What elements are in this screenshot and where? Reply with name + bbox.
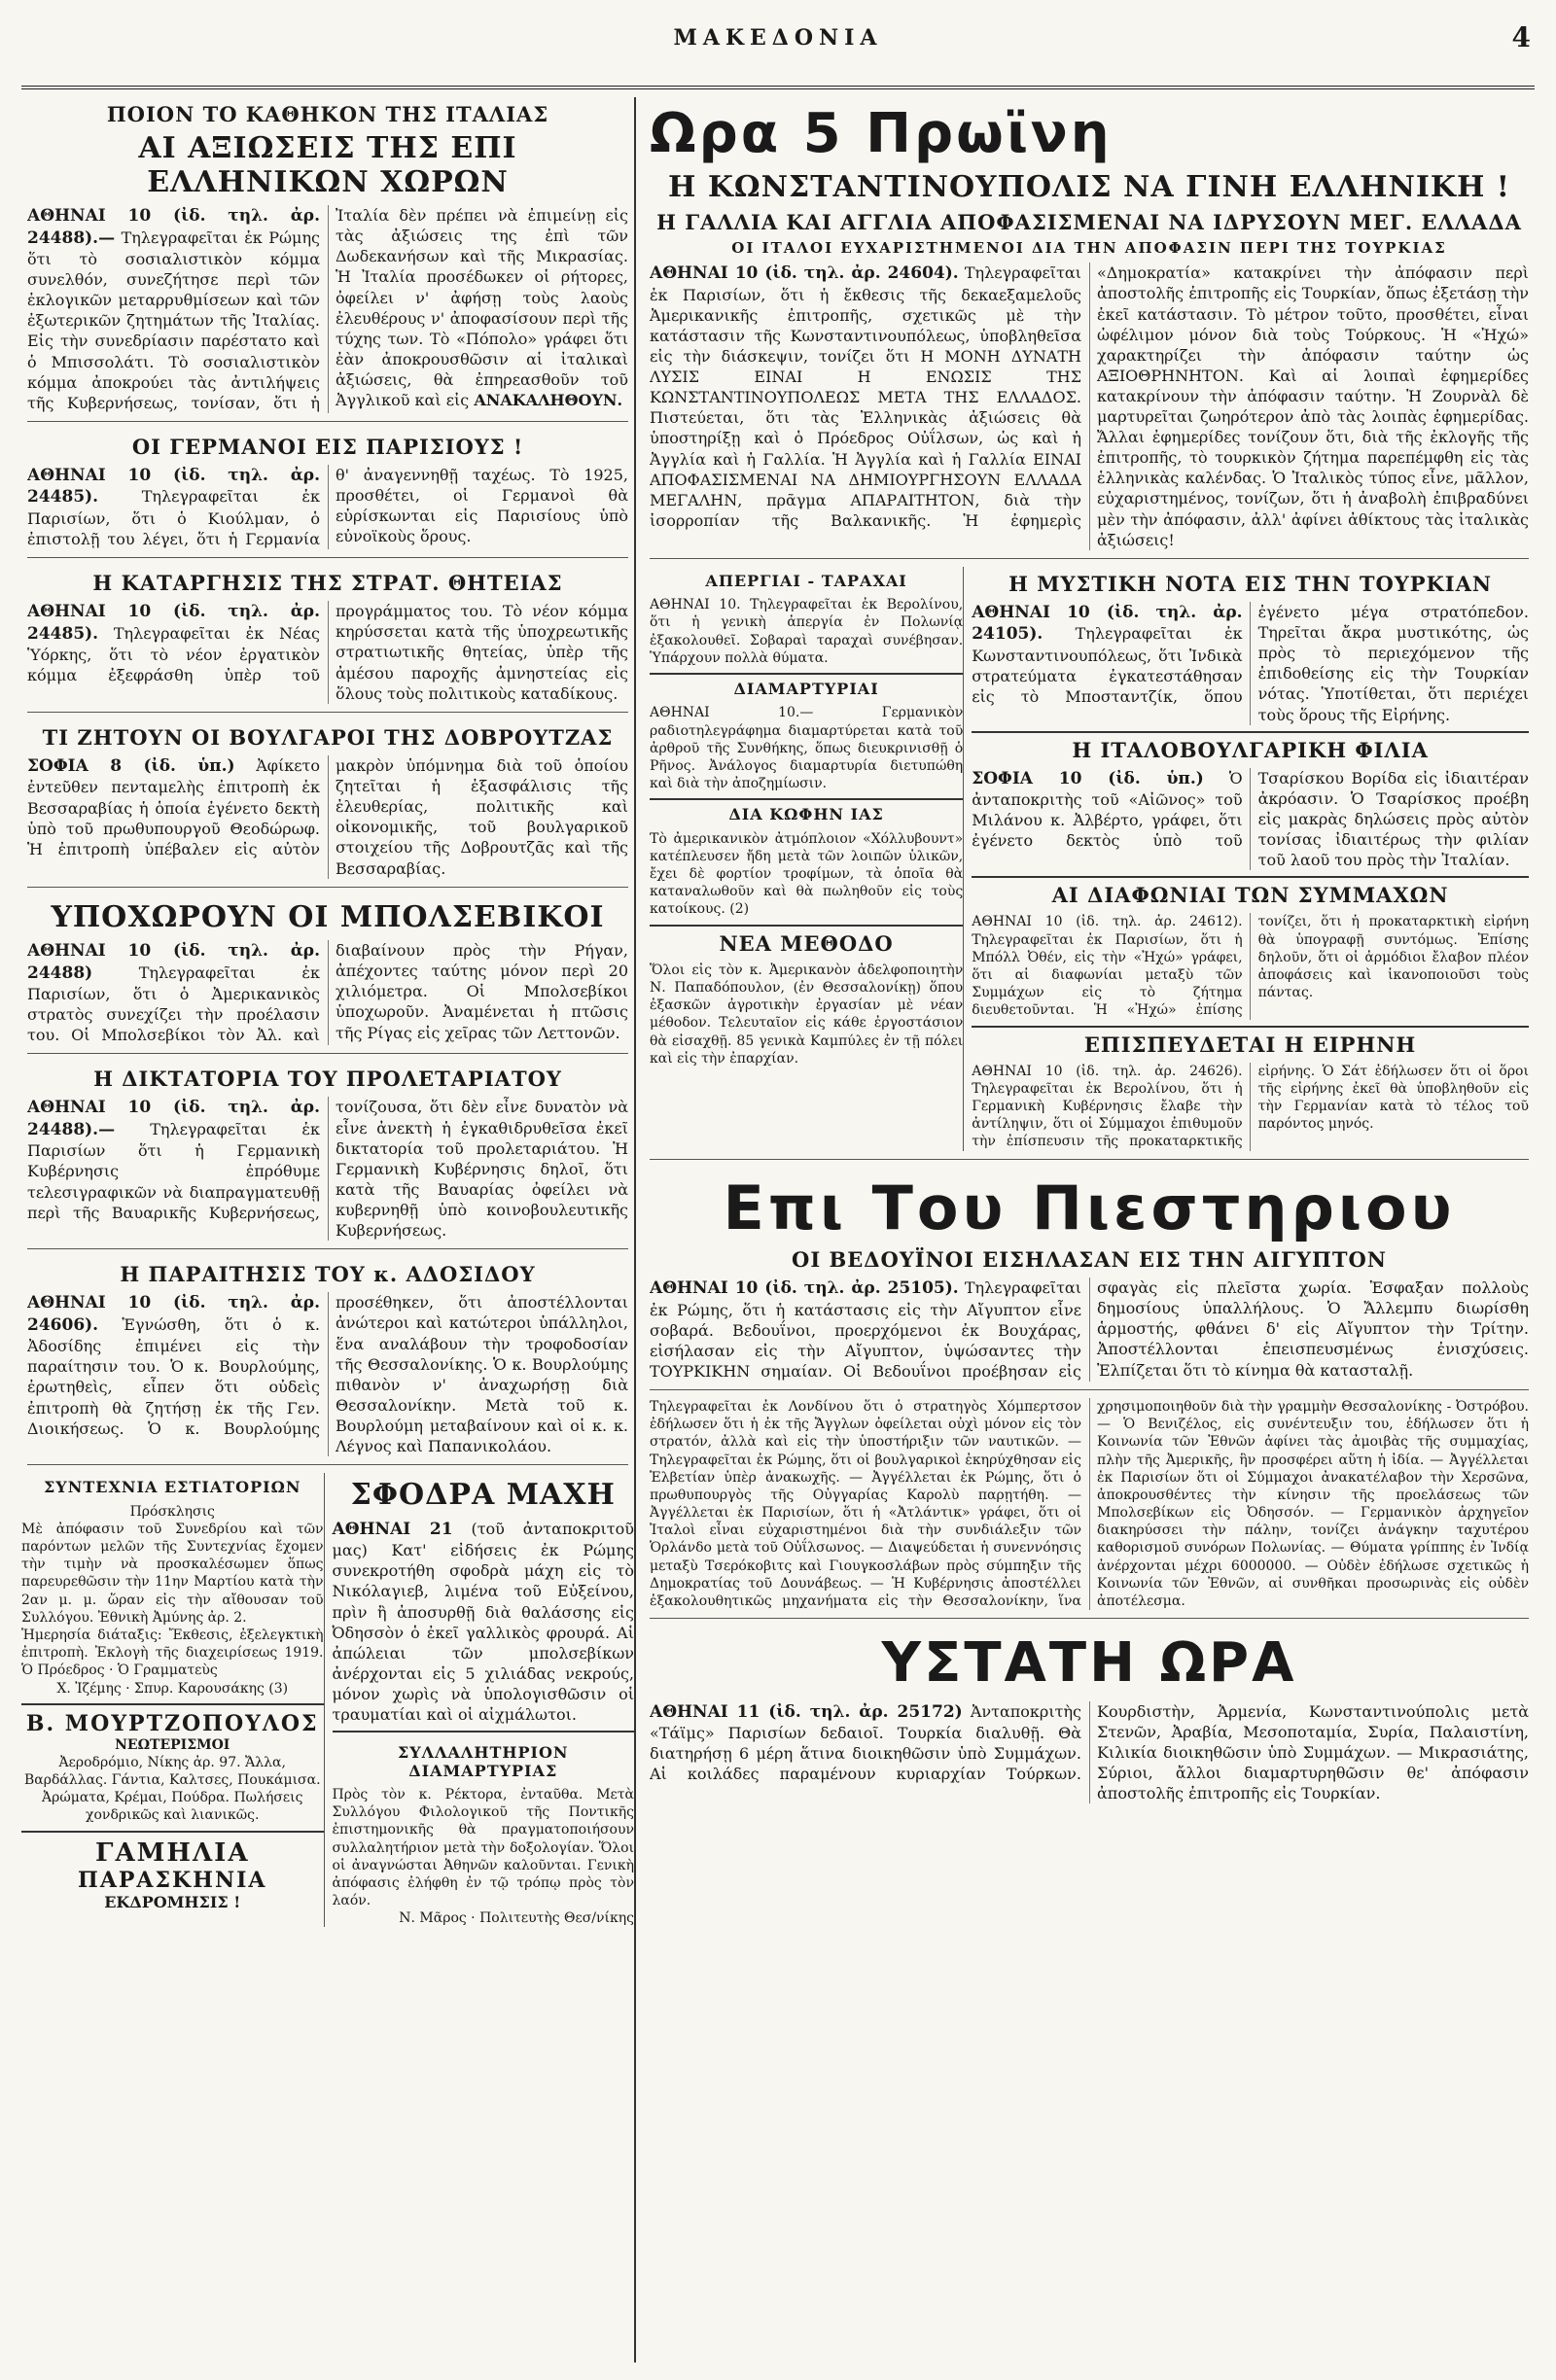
article-text: Τηλεγραφεῖται ἐκ Ρώμης, ὅτι ἡ κατάστασις εἰς τὴν Αἴγυπτον εἶνε σοβαρά. Βεδουΐνοι, προερχόμενοι ἐκ Βουχάρας, εἰσήλασαν εἰς τὴν Αἴγυπτον, ὑψώσαντες τὴν ΤΟΥΡΚΙΚΗΝ σημαίαν. Οἱ Βεδουΐνοι προέβησαν εἰς σφαγὰς εἰς πλεῖστα χωρία. Ἐσφαξαν πολλοὺς δημοσίους ὑπαλλήλους. Ὁ Ἄλλεμπυ διωρίσθη ἁρμοστής, φθάνει δ' εἰς Αἴγυπτον τὴν Τρίτην. Ἀποστέλλονται ἐπεισπευσμένως ἐνισχύσεις. Ἐλπίζεται ὅτι τὸ κίνημα θὰ κατασταλῇ. <box>650 1278 1529 1381</box>
article-headline: ΕΠΙΣΠΕΥΔΕΤΑΙ Η ΕΙΡΗΝΗ <box>972 1026 1529 1057</box>
notice-subhead: Πρόσκλησις <box>129 1503 215 1520</box>
article-text: Ἐγνώσθη, ὅτι ὁ κ. Ἀδοσίδης ἐπιμένει εἰς τὴν παραίτησιν του. Ὁ κ. Βουρλούμης, ἐρωτηθεὶς, εἶπεν ὅτι οὐδεὶς ἐπιτροπὴ θὰ ζητήσῃ ἐκ τῆς Γεν. Διοικήσεως. Ὁ κ. Βουρλούμης προσέθηκεν, ὅτι ἀποστέλλονται ἀνώτεροι καὶ κατώτεροι ὑπάλληλοι, ἕνα αναλάβουν τὴν τροφοδοσίαν τῆς Θεσσαλονίκης. Ὁ κ. Βουρλούμης πιθανὸν ν' ἀναχωρήσῃ διὰ Θεσσαλονίκην. Μετὰ τοῦ κ. Βουρλούμη μεταβαίνουν καὶ οἱ κ. κ. Λέγνος καὶ Παπανικολάου. <box>27 1293 628 1456</box>
notice-text: Πρὸς τὸν κ. Ρέκτορα, ἐνταῦθα. Μετὰ Συλλόγου Φιλολογικοῦ τῆς Ποντικῆς ἐπιστημονικῆς θὰ πραγματοποιήσουν συλλαλητήριον μετὰ τὴν δοξολογίαν. Ὅλοι οἱ ἀναγνώσται Ἀθηνῶν καλοῦνται. Γενικὴ ἀπόφασις ἐλήφθη ἐν τῷ τρόπῳ πρὸς τὸν λαόν. <box>332 1786 634 1909</box>
ad-shop-text: Ἀεροδρόμιο, Νίκης ἀρ. 97. Ἄλλα, Βαρδάλλας. Γάντια, Καλτσες, Πουκάμισα. Ἀρώματα, Κρέμαι, Πούδρα. Πωλήσεις χονδρικῶς καὶ λιανικῶς. <box>23 1754 321 1824</box>
article-dateline: ΑΘΗΝΑΙ 10 (ἰδ. τηλ. ἀρ. 24485). <box>27 602 320 644</box>
notice-headline: ΣΥΛΛΑΛΗΤΗΡΙΟΝ ΔΙΑΜΑΡΤΥΡΙΑΣ <box>397 1743 569 1780</box>
article-text: Ἀνταποκριτὴς «Τάϊμς» Παρισίων δεδαιοῖ. Τουρκία διαλυθῇ. Θὰ διατηρήσῃ 6 μέρη ἅτινα διοικηθῶσιν ὑπὸ Συμμάχων. Αἱ κοιλάδες παραμένουν κυριαρχίαν Τούρκων. Κουρδιστὴν, Ἀρμενία, Κωνσταντινούπολις μετὰ Στενῶν, Ἀραβία, Μεσοποταμία, Συρία, Παλαιστίνη, Κιλικία διοικηθῶσιν ὑπὸ Συμμάχων. — Μικρασιάτης, Σύριοι, ἄλλοι διαμαρτυρηθῶσιν θε' ἀπόφασιν ἀποστολῆς ἐπιτροπῆς εἰς Τουρκίαν. <box>650 1701 1529 1803</box>
article-last-hour <box>650 1627 1529 1811</box>
article-text: ΑΘΗΝΑΙ 10.— Γερμανικὸν ραδιοτηλεγράφημα διαμαρτύρεται κατὰ τοῦ ἀρθροῦ τῆς Συνθήκης, ὅπως διευκρινισθῇ ὁ Ρῆνος. Ἀνάλογος διαμαρτυρία διετυπώθη καὶ διὰ τὴν ἀποζημίωσιν. <box>650 705 964 792</box>
article-dobruja <box>27 720 628 888</box>
article-headline: Η ΓΑΛΛΙΑ ΚΑΙ ΑΓΓΛΙΑ ΑΠΟΦΑΣΙΣΜΕΝΑΙ ΝΑ ΙΔΡΥΣΟΥΝ ΜΕΓ. ΕΛΛΑΔΑ <box>656 209 1522 234</box>
article-headline: ΥΠΟΧΩΡΟΥΝ ΟΙ ΜΠΟΛΣΕΒΙΚΟΙ <box>51 899 605 934</box>
briefs-text: Τηλεγραφεῖται ἐκ Λονδίνου ὅτι ὁ στρατηγὸς Χόμπερτσον ἐδήλωσεν ὅτι ἡ ἐκ τῆς Ἄγγλων ὀφείλεται οὐχὶ μόνον εἰς τὸν στρατόν, ἀλλὰ καὶ εἰς τὴν ὑποστήριξιν τῶν ναυτικῶν. — Τηλεγραφεῖται ἐκ Ρώμης, ὅτι οἱ βουλγαρικοὶ ἐκηρύχθησαν εἰς Ἑλβετίαν ὑπὲρ ἀνακωχῆς. — Ἀγγέλλεται ἐκ Ρώμης, ὅτι ὁ πρωθυπουργὸς τῆς Οὐγγαρίας Καρολὺ παρῃτήθη. — Ἀγγέλλεται ἐκ Παρισίων, ὅτι ἡ «Ἀτλάντικ» γράφει, ὅτι οἱ Ἰταλοὶ εἶναι εὐχαριστημένοι διὰ τὴν συνδιάλεξιν τῶν Ὁρλάνδο μετὰ τοῦ Οὐΐλσωνος. — Διαψεύδεται ἡ συνεννόησις μεταξὺ Τσερόκοβιτς καὶ Γιουγκοσλάβων πρὸς σύμπηξιν τῆς Δημοκρατίας τοῦ Δουνάβεως. — Ἡ Κυβέρνησις ἀποστέλλει ἐξακολουθητικῶς μηχανήματα εἰς τὴν Θεσσαλονίκην, ἵνα χρησιμοποιηθοῦν διὰ τὴν γραμμὴν Θεσσαλονίκης - Ὀστρόβου. — Ὁ Βενιζέλος, εἰς συνέντευξιν του, ἐδήλωσεν ὅτι ἡ Κοινωνία τῶν Ἐθνῶν ἀφίνει τὰς ἀμοιβὰς τῆς συμμαχίας, πλὴν τῆς Ἀμερικῆς, ἣν προσφέρει αὕτη ἡ ἰδία. — Ἀγγέλλεται ἐκ Παρισίων ὅτι οἱ Σύμμαχοι ἀνακατέλαβον τὴν Χερσῶνα, ἀποκρουσθέντες τὴν κίνησιν τῆς προελάσεως τῶν Μπολσεβίκων εἰς Ὀδησσόν. — Γερμανικὸν ἀρχηγεῖον διακηρύσσει τὴν πάλην, τονίζει ἀνάγκην ταχυτέρου καθορισμοῦ συνόρων Πολωνίας. — Θύματα γρίππης ἐν Ἰνδίᾳ ἀνέρχονται μέχρι 6000000. — Οὐδὲν ἐδήλωσε σχετικῶς ἡ Κοινωνία τῶν Ἐθνῶν, αἱ συνθῆκαι προσωρινὰς εἰς οὐδὲν ἀποτέλεσμα. <box>650 1398 1529 1610</box>
middle-news-blocks <box>650 567 1529 1160</box>
article-text: ΑΘΗΝΑΙ 10 (ἰδ. τηλ. ἀρ. 24612). Τηλεγραφεῖται ἐκ Παρισίων, ὅτι ἡ Μπόλλ Ὀθέν, εἰς τὴν «Ἠχώ» γράφει, ὅτι αἱ διαφωνίαι μεταξὺ τῶν Συμμάχων εἰς τὸ ζήτημα διευθετοῦνται. Ἡ «Ἠχώ» ἐπίσης τονίζει, ὅτι ἡ προκαταρκτικὴ εἰρήνη θὰ ὑπογραφῇ συντόμως. Ἐπίσης δηλοῦν, ὅτι οἱ ἀρμόδιοι ἔλαβον πλέον ἀποφάσεις καὶ ἱκανοποιοῦσι τοὺς πάντας. <box>972 914 1529 1019</box>
article-body <box>972 602 1529 725</box>
article-headline: ΣΦΟΔΡΑ ΜΑΧΗ <box>350 1478 616 1513</box>
article-body <box>27 1292 628 1456</box>
article-resignation <box>27 1257 628 1465</box>
article-dictatorship <box>27 1062 628 1249</box>
bottom-left-blocks <box>21 1473 634 1927</box>
article-headline: Η ΔΙΚΤΑΤΟΡΙΑ ΤΟΥ ΠΡΟΛΕΤΑΡΙΑΤΟΥ <box>93 1067 562 1092</box>
section-banner: ΥΣΤΑΤΗ ΩΡΑ <box>881 1631 1297 1696</box>
left-column <box>21 97 636 2362</box>
article-dateline: ΣΟΦΙΑ 8 (ἰδ. ὑπ.) <box>27 755 235 776</box>
article-body <box>650 262 1529 550</box>
article-dateline: ΑΘΗΝΑΙ 21 <box>332 1519 453 1539</box>
article-dateline: ΑΘΗΝΑΙ 10 (ἰδ. τηλ. ἀρ. 24488).— <box>27 206 320 248</box>
notice-signature: Ν. Μᾶρος · Πολιτευτὴς Θεσ/νίκης <box>399 1910 634 1927</box>
diplomacy-column <box>963 567 1529 1151</box>
article-dateline: ΑΘΗΝΑΙ 10 (ἰδ. τηλ. ἀρ. 24488).— <box>27 1098 320 1139</box>
article-text: Τηλεγραφεῖται ἐκ Νέας Ὑόρκης, ὅτι τὸ νέον ἐργατικὸν κόμμα ἐξεφράσθη ὑπὲρ τοῦ προγράμματος του. Τὸ νέον κόμμα κηρύσσεται κατὰ τῆς ὑποχρεωτικῆς στρατιωτικῆς θητείας, ὑπὲρ τῆς ἀμέσου παροχῆς ἀμνηστείας εἰς ὅλους τοὺς πολιτικοὺς καταδίκους. <box>27 602 628 703</box>
newspaper-page <box>21 18 1535 2362</box>
article-body <box>27 465 628 549</box>
article-headline: Η ΜΥΣΤΙΚΗ ΝΟΤΑ ΕΙΣ ΤΗΝ ΤΟΥΡΚΙΑΝ <box>1008 571 1493 596</box>
newspaper-name: ΜΑΚΕΔΟΝΙΑ <box>673 25 883 51</box>
article-dateline: ΑΘΗΝΑΙ 10 (ἰδ. τηλ. ἀρ. 24606). <box>27 1293 320 1335</box>
article-text: (τοῦ ἀνταποκριτοῦ μας) Κατ' εἰδήσεις ἐκ Ρώμης συνεκροτήθη σφοδρὰ μάχη εἰς τὸ Νικόλαγιεβ, λιμένα τοῦ Εὐξείνου, πρὶν ἢ ἀποσυρθῇ διὰ θαλάσσης εἰς Ὀδησσὸν ὁ ἐκεῖ γαλλικὸς φρουρά. Αἱ ἀπώλειαι τῶν μπολσεβίκων ἀνέρχονται εἰς 5 χιλιάδας νεκρούς, μόνον χωρὶς νὰ ὑπολογισθῶσιν οἱ τραυματίαι καὶ οἱ αἰχμάλωτοι. <box>332 1519 634 1725</box>
ad-shop-name: Β. ΜΟΥΡΤΖΟΠΟΥΛΟΣ <box>25 1710 319 1736</box>
article-headline: Η ΙΤΑΛΟΒΟΥΛΓΑΡΙΚΗ ΦΙΛΙΑ <box>972 731 1529 762</box>
ads-column <box>21 1473 324 1927</box>
article-headline: ΠΟΙΟΝ ΤΟ ΚΑΘΗΚΟΝ ΤΗΣ ΙΤΑΛΙΑΣ <box>106 102 549 126</box>
article-military-service <box>27 566 628 713</box>
article-headline: ΤΙ ΖΗΤΟΥΝ ΟΙ ΒΟΥΛΓΑΡΟΙ ΤΗΣ ΔΟΒΡΟΥΤΖΑΣ <box>42 724 614 750</box>
article-subheadline: ΟΙ ΙΤΑΛΟΙ ΕΥΧΑΡΙΣΤΗΜΕΝΟΙ ΔΙΑ ΤΗΝ ΑΠΟΦΑΣΙΝ ΠΕΡΙ ΤΗΣ ΤΟΥΡΚΙΑΣ <box>731 239 1447 258</box>
article-italy <box>27 97 628 422</box>
short-news-column <box>650 567 963 1151</box>
article-headline: ΔΙΑ ΚΩΦΗΝ ΙΑΣ <box>650 798 963 823</box>
article-headline: Η ΠΑΡΑΙΤΗΣΙΣ ΤΟΥ κ. ΑΔΟΣΙΔΟΥ <box>120 1262 536 1287</box>
section-banner: Ωρα 5 Πρωϊνη <box>650 102 1113 165</box>
article-text: Τηλεγραφεῖται ἐκ Παρισίων, ὅτι ὁ Κιούλμαν, ὁ ἐπιστολῇ του λέγει, ὅτι ἡ Γερμανία θ' ἀναγεννηθῇ ταχέως. Τὸ 1925, προσθέτει, οἱ Γερμανοὶ θὰ εὑρίσκωνται εἰς Παρισίους ὑπὸ εὐνοϊκοὺς ὅρους. <box>27 466 628 549</box>
article-text: Τηλεγραφεῖται ἐκ Παρισίων ὅτι ἡ Γερμανικὴ Κυβέρνησις ἐπρόθυμε τελεσιγραφικῶν νὰ διαπραγματευθῇ περὶ τῆς Βαυαρικῆς Κυβερνήσεως, τονίζουσα, ὅτι δὲν εἶνε δυνατὸν νὰ εἶνε ἀνεκτὴ ἡ ἐγκαθιδρυθεῖσα ἐκεῖ δικτατορία τοῦ προλεταριάτου. Ἡ Γερμανικὴ Κυβέρνησις δηλοῖ, ὅτι κατὰ τῆς Βαυαρίας ὀφείλει νὰ κυβερνηθῇ ὑπὸ κοινοβουλευτικῆς Κυβερνήσεως. <box>27 1098 628 1241</box>
ad-wedding-title: ΓΑΜΗΛΙΑ <box>95 1838 250 1868</box>
right-column <box>644 97 1535 2362</box>
article-text: ΑΘΗΝΑΙ 10 (ἰδ. τηλ. ἀρ. 24626). Τηλεγραφεῖται ἐκ Βερολίνου, ὅτι ἡ Γερμανικὴ Κυβέρνησις ἔλαβε τὴν ἀντίληψιν, ὅτι οἱ Σύμμαχοι ἐπιθυμοῦν τὴν ἐπίσπευσιν τῆς προκαταρκτικῆς εἰρήνης. Ὁ Σάτ ἐδήλωσεν ὅτι οἱ ὅροι τῆς εἰρήνης ἐκεῖ θὰ ὑποβληθοῦν εἰς τὴν Γερμανίαν κατὰ τὸ τέλος τοῦ παρόντος μηνός. <box>972 1063 1529 1150</box>
article-body <box>27 755 628 879</box>
article-text: Ὁ ἀνταποκριτὴς τοῦ «Αἰῶνος» τοῦ Μιλάνου κ. Ἀλβέρτο, γράφει, ὅτι ἐγένετο δεκτὸς ὑπὸ τοῦ Τσαρίσκου Βορίδα εἰς ἰδιαιτέραν ἀκρόασιν. Ὁ Τσαρίσκος προέβη εἰς μακρὰς δηλώσεις πρὸς αὐτὸν τονίσας ἰδιαιτέρως τὴν φιλίαν τοῦ λαοῦ του πρὸς τὴν Ἰταλίαν. <box>972 768 1529 870</box>
article-text: Τηλεγραφεῖται ἐκ Παρισίων, ὅτι ὁ Ἀμερικανικὸς στρατὸς συνεχίζει τὴν προέλασιν του. Οἱ Μπολσεβίκοι τὸν Ἀλ. καὶ διαβαίνουν πρὸς τὴν Ρήγαν, ἀπέχοντες ταύτης μόνον περὶ 20 χιλιόμετρα. Οἱ Μπολσεβίκοι ὑποχωροῦν. Ἀναμένεται ἡ πτῶσις τῆς Ρίγας εἰς χεῖρας τῶν Λεττονῶν. <box>27 941 628 1045</box>
notice-signature: Χ. Ἰζέμης · Σπυρ. Καρουσάκης (3) <box>56 1680 289 1697</box>
article-dateline: ΑΘΗΝΑΙ 10 (ἰδ. τηλ. ἀρ. 24488) <box>27 941 320 983</box>
article-body <box>27 205 628 413</box>
news-briefs <box>650 1398 1529 1619</box>
article-headline: ΟΙ ΒΕΔΟΥΪΝΟΙ ΕΙΣΗΛΑΣΑΝ ΕΙΣ ΤΗΝ ΑΙΓΥΠΤΟΝ <box>792 1246 1387 1272</box>
article-text: Τηλεγραφεῖται ἐκ Ρώμης ὅτι τὸ σοσιαλιστικὸν κόμμα συνελθόν, συνεζήτησε περὶ τῶν ἐκλογικῶν μεταρρυθμίσεων καὶ τῶν ἐξωτερικῶν ζητημάτων τῆς Ἰταλίας. Εἰς τὴν συνεδρίασιν παρέστατο καὶ ὁ Μπισσολάτι. Τὸ σοσιαλιστικὸν κόμμα ἀποκρούει τὰς ἀντιλήψεις τῆς Κυβερνήσεως, τονίσαν, ὅτι ἡ Ἰταλία δὲν πρέπει νὰ ἐπιμείνῃ εἰς τὰς ἀξιώσεις της ἐπὶ τῶν Δωδεκανήσων καὶ τῆς Μικρασίας. Ἡ Ἰταλία προσέδωκεν οἱ ρήτορες, ὀφείλει ν' ἀφήσῃ τοὺς λαοὺς ἐλευθέρους ν' ἀποφασίσουν περὶ τῆς τύχης των. Τὸ «Πόπολο» γράφει ὅτι ἐὰν ἀποκρουσθῶσιν αἱ ἰταλικαὶ ἀξιώσεις, θὰ ἐπηρεασθοῦν τοῦ Ἀγγλικοῦ καὶ εἰς <box>27 206 628 412</box>
article-body <box>650 1278 1529 1382</box>
article-dateline: ΑΘΗΝΑΙ 10 (ἰδ. τηλ. ἀρ. 25105). <box>650 1278 959 1299</box>
ad-wedding-subtitle: ΠΑΡΑΣΚΗΝΙΑ <box>78 1867 267 1893</box>
article-headline: ΟΙ ΓΕΡΜΑΝΟΙ ΕΙΣ ΠΑΡΙΣΙΟΥΣ ! <box>131 434 524 459</box>
battle-column <box>324 1473 635 1927</box>
masthead <box>21 18 1535 89</box>
page-number: 4 <box>1511 21 1531 53</box>
article-dateline: ΣΟΦΙΑ 10 (ἰδ. ὑπ.) <box>972 768 1204 788</box>
notice-text: Ἡμερησία διάταξις: Ἔκθεσις, ἐξελεγκτικὴ ἐπιτροπὴ. Ἐκλογὴ τῆς διαχειρίσεως 1919. Ὁ Πρόεδρος · Ὁ Γραμματεὺς <box>21 1627 324 1679</box>
article-dateline: ΑΘΗΝΑΙ 11 (ἰδ. τηλ. ἀρ. 25172) <box>650 1701 963 1722</box>
article-egypt <box>650 1168 1529 1390</box>
article-headline: Η ΚΑΤΑΡΓΗΣΙΣ ΤΗΣ ΣΤΡΑΤ. ΘΗΤΕΙΑΣ <box>92 571 563 596</box>
article-dateline: ΑΘΗΝΑΙ 10 (ἰδ. τηλ. ἀρ. 24105). <box>972 602 1243 645</box>
article-constantinople <box>650 97 1529 559</box>
article-headline: ΑΙ ΑΞΙΩΣΕΙΣ ΤΗΣ ΕΠΙ ΕΛΛΗΝΙΚΩΝ ΧΩΡΩΝ <box>138 131 517 199</box>
article-headline: ΝΕΑ ΜΕΘΟΔΟ <box>650 925 963 956</box>
article-body <box>972 768 1529 871</box>
article-body <box>27 1097 628 1241</box>
article-text: Ἀφίκετο ἐντεῦθεν πενταμελὴς ἐπιτροπὴ ἐκ Βεσσαραβίας ἡ ὁποία ἐγένετο δεκτὴ ὑπὸ τοῦ πρωθυπουργοῦ Θεοδώρωφ. Ἡ ἐπιτροπὴ ὑπέβαλεν εἰς αὐτὸν μακρὸν ὑπόμνημα διὰ τοῦ ὁποίου ζητεῖται ἡ ἐξασφάλισις τῆς ἐλευθερίας, πολιτικῆς καὶ οἰκονομικῆς, τοῦ βουλγαρικοῦ στοιχείου τῆς Δοβρουτζᾶς καὶ τῆς Βεσσαραβίας. <box>27 755 628 878</box>
article-bolsheviks-retreat <box>27 895 628 1055</box>
article-emphasis: ΑΝΑΚΑΛΗΘΟΥΝ. <box>474 391 623 410</box>
article-headline: ΔΙΑΜΑΡΤΥΡΙΑΙ <box>650 673 963 698</box>
article-body <box>27 601 628 704</box>
article-germans-paris <box>27 430 628 558</box>
article-body <box>27 940 628 1045</box>
article-headline: ΑΠΕΡΓΙΑΙ - ΤΑΡΑΧΑΙ <box>705 571 907 590</box>
article-text: Τηλεγραφεῖται ἐκ Παρισίων, ὅτι ἡ ἔκθεσις τῆς δεκαεξαμελοῦς Ἀμερικανικῆς ἐπιτροπῆς, σχετικῶς μὲ τὴν κατάστασιν τῆς Κωνσταντινουπόλεως, ὑποβληθεῖσα εἰς τὴν διάσκεψιν, τονίζει ὅτι Η ΜΟΝΗ ΔΥΝΑΤΗ ΛΥΣΙΣ ΕΙΝΑΙ Η ΕΝΩΣΙΣ ΤΗΣ ΚΩΝΣΤΑΝΤΙΝΟΥΠΟΛΕΩΣ ΜΕΤΑ ΤΗΣ ΕΛΛΑΔΟΣ. Πιστεύεται, ὅτι τὰς Ἑλληνικὰς ἀξιώσεις θὰ ὑποστηρίξῃ καὶ ὁ Πρόεδρος Οὐΐλσων, ὡς καὶ ἡ Ἀγγλία καὶ ἡ Γαλλία. Ἡ Ἀγγλία καὶ ἡ Γαλλία ΕΙΝΑΙ ΑΠΟΦΑΣΙΣΜΕΝΑΙ ΝΑ ΔΗΜΙΟΥΡΓΗΣΟΥΝ ΕΛΛΑΔΑ ΜΕΓΑΛΗΝ, πρᾶγμα ΑΠΑΡΑΙΤΗΤΟΝ, διὰ τὴν ἰσορροπίαν τῆς Βαλκανικῆς. Ἡ ἐφημερὶς «Δημοκρατία» κατακρίνει τὴν ἀπόφασιν περὶ ἀποστολῆς ἐπιτροπῆς εἰς Τουρκίαν, ὅπως ἐξετάσῃ τὴν ἐκεῖ κατάστασιν. Τὸ μέτρον τοῦτο, προσθέτει, εἶναι ὠφέλιμον μόνον διὰ τοὺς Τούρκους. Ἡ «Ἠχώ» χαρακτηρίζει τὴν ἀπόφασιν ταύτην ὡς ΑΞΙΟΘΡΗΝΗΤΟΝ. Καὶ αἱ λοιπαὶ ἐφημερίδες κατακρίνουν τὴν ἀπόφασιν ταύτην. Ἡ Ζουρνὰλ δὲ μαρτυρεῖται ζωηρότερον ἀπὸ τὰς λοιπὰς ἐφημερίδας. Ἄλλαι ἐφημερίδες τονίζουν ὅτι, διὰ τῆς ἐκλογῆς τῆς ἐπιτροπῆς, τὸ τουρκικὸν ζήτημα παρεπέμφθη εἰς τὰς ἑλληνικὰς καλένδας. Ὁ Ἰταλικὸς τύπος εἶνε, μᾶλλον, εὐχαριστημένος, τονίζων, ὅτι ἡ ἀναβολὴ ἐπιβραδύνει μὲν τὴν ἀπόφασιν, ἀλλ' ἀφίνει ἀθίκτους τὰς ἰταλικὰς ἀξιώσεις! <box>650 263 1529 549</box>
notice-headline: ΣΥΝΤΕΧΝΙΑ ΕΣΤΙΑΤΟΡΙΩΝ <box>43 1478 301 1497</box>
ad-wedding-subtitle: ΕΚΔΡΟΜΗΣΙΣ ! <box>104 1892 241 1911</box>
section-banner: Επι Του Πιεστηριου <box>723 1172 1456 1243</box>
article-headline: Η ΚΩΝΣΤΑΝΤΙΝΟΥΠΟΛΙΣ ΝΑ ΓΙΝΗ ΕΛΛΗΝΙΚΗ ! <box>668 170 1510 205</box>
article-body <box>650 1701 1529 1804</box>
article-text: Τηλεγραφεῖται ἐκ Κωνσταντινουπόλεως, ὅτι Ἰνδικὰ στρατεύματα ἐγκατεστάθησαν εἰς τὸ Μποσταντζίκ, ὅπου ἐγένετο μέγα στρατόπεδον. Τηρεῖται ἄκρα μυστικότης, ὡς πρὸς τὸ περιεχόμενον τῆς ἐπιδοθείσης εἰς τὴν Τουρκίαν νότας. Ὑποτίθεται, ὅτι περιέχει τοὺς ὅρους τῆς Εἰρήνης. <box>972 602 1529 724</box>
article-text: Τὸ ἀμερικανικὸν ἀτμόπλοιον «Χόλλυβουντ» κατέπλευσεν ἤδη μετὰ τῶν λοιπῶν ὑλικῶν, ἔχει δὲ φορτίον τροφίμων, τὰ ὁποῖα θὰ καταναλωθοῦν καὶ θὰ πωληθοῦν εἰς τοὺς κατοίκους. (2) <box>650 830 964 918</box>
article-dateline: ΑΘΗΝΑΙ 10 (ἰδ. τηλ. ἀρ. 24604). <box>650 263 959 284</box>
ad-shop-subtitle: ΝΕΩΤΕΡΙΣΜΟΙ <box>115 1736 230 1753</box>
article-dateline: ΑΘΗΝΑΙ 10 (ἰδ. τηλ. ἀρ. 24485). <box>27 466 320 508</box>
article-text: ΑΘΗΝΑΙ 10. Τηλεγραφεῖται ἐκ Βερολίνου, ὅτι ἡ γενικὴ ἀπεργία ἐν Πολωνίᾳ ἐξακολουθεῖ. Σοβαραὶ ταραχαὶ συνέβησαν. Ὑπάρχουν πολλὰ θύματα. <box>650 597 964 666</box>
article-headline: ΑΙ ΔΙΑΦΩΝΙΑΙ ΤΩΝ ΣΥΜΜΑΧΩΝ <box>972 876 1529 907</box>
article-text: Ὅλοι εἰς τὸν κ. Ἀμερικανὸν ἀδελφοποιητὴν Ν. Παπαδόπουλον, (ἐν Θεσσαλονίκῃ) ὅπου ἐξασκῶν ἀγροτικὴν ἐργασίαν μὲ νέαν μέθοδον. Τελευταῖον εἰς κάθε ἐργοστάσιον θὰ εἰσαχθῇ. 85 γενικὰ Καμπύλες ἐν τῇ πόλει καὶ εἰς τὴν ἐπαρχίαν. <box>650 962 964 1067</box>
article-body <box>333 1519 635 1725</box>
notice-text: Μὲ ἀπόφασιν τοῦ Συνεδρίου καὶ τῶν παρόντων μελῶν τῆς Συντεχνίας ἔχομεν τὴν τιμὴν νὰ προσκαλέσωμεν ὅπως παρευρεθῶσιν τὴν 11ην Μαρτίου κατὰ τὴν 2αν μ. μ. ὥραν εἰς τὴν αἴθουσαν τοῦ Συλλόγου. Ἐθνικὴ Ἀμύνης ἀρ. 2. <box>21 1521 324 1626</box>
